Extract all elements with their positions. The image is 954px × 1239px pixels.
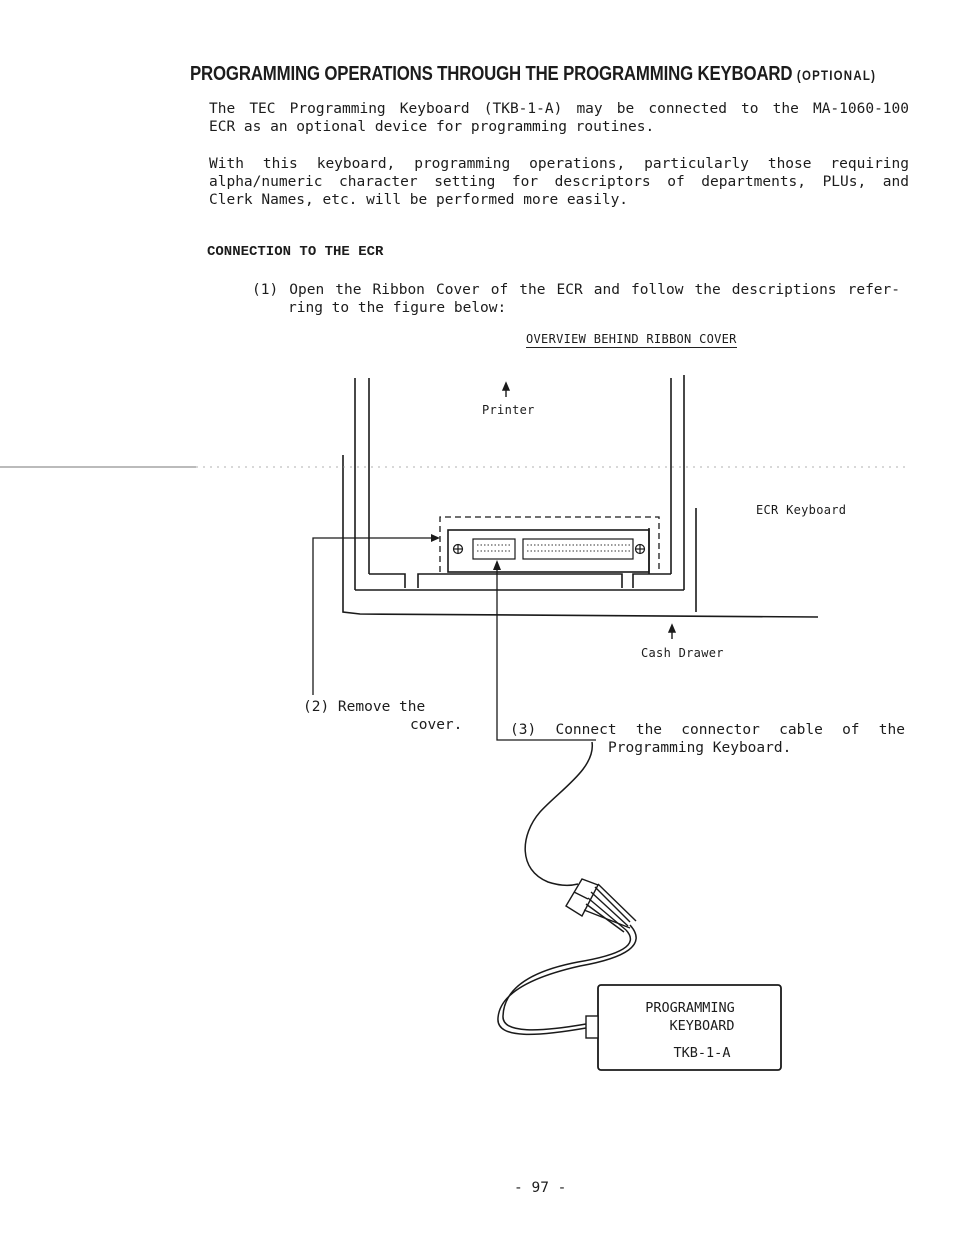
up-arrow-icon: [503, 383, 675, 639]
inner-base-left: [369, 574, 405, 588]
intro-p1-line2: ECR as an optional device for programming routines.: [209, 119, 655, 135]
printer-label: Printer: [482, 403, 535, 417]
large-connector: [523, 539, 633, 559]
connector-cable: [498, 742, 636, 1034]
small-connector: [473, 539, 515, 559]
step2-leader-line: [313, 538, 432, 695]
ecr-keyboard-label: ECR Keyboard: [756, 503, 847, 517]
step2-line2: cover.: [410, 717, 463, 733]
intro-p2-line1: With this keyboard, programming operations, particularly those requiring: [209, 156, 909, 172]
section-heading: CONNECTION TO THE ECR: [207, 244, 384, 260]
center-base-bar: [418, 574, 622, 588]
step3-leader-line: [497, 568, 596, 740]
cable-plug: [566, 879, 636, 932]
step1-line2: ring to the figure below:: [288, 300, 507, 316]
step3-arrow-icon: [493, 560, 501, 570]
intro-p1-line1: The TEC Programming Keyboard (TKB-1-A) may be connected to the MA-1060-100: [209, 101, 909, 117]
step3-line2: Programming Keyboard.: [608, 740, 792, 756]
step3-line1: (3) Connect the connector cable of the: [510, 722, 905, 738]
kb-label-line2: KEYBOARD: [669, 1018, 735, 1034]
intro-p2-line2: alpha/numeric character setting for descriptors of departments, PLUs, and: [209, 174, 909, 190]
page-number: - 97 -: [514, 1180, 567, 1196]
title-main: PROGRAMMING OPERATIONS THROUGH THE PROGRAMMING KEYBOARD: [190, 62, 793, 85]
figure-title: OVERVIEW BEHIND RIBBON COVER: [526, 332, 737, 346]
kb-label-line1: PROGRAMMING: [645, 1000, 735, 1016]
inner-base-right: [633, 574, 671, 588]
title-optional: (OPTIONAL): [796, 67, 877, 83]
keyboard-cable-socket: [586, 1016, 598, 1038]
intro-p2-line3: Clerk Names, etc. will be performed more easily.: [209, 192, 629, 208]
step2-arrow-icon: [431, 534, 440, 542]
step2-line1: (2) Remove the: [303, 699, 426, 715]
step1-line1: (1) Open the Ribbon Cover of the ECR and follow the descriptions refer-: [252, 282, 900, 298]
step3-instruction: [510, 721, 905, 757]
cash-drawer-label: Cash Drawer: [641, 646, 724, 660]
kb-label-line3: TKB-1-A: [673, 1045, 731, 1061]
cover-outline: [343, 455, 818, 617]
